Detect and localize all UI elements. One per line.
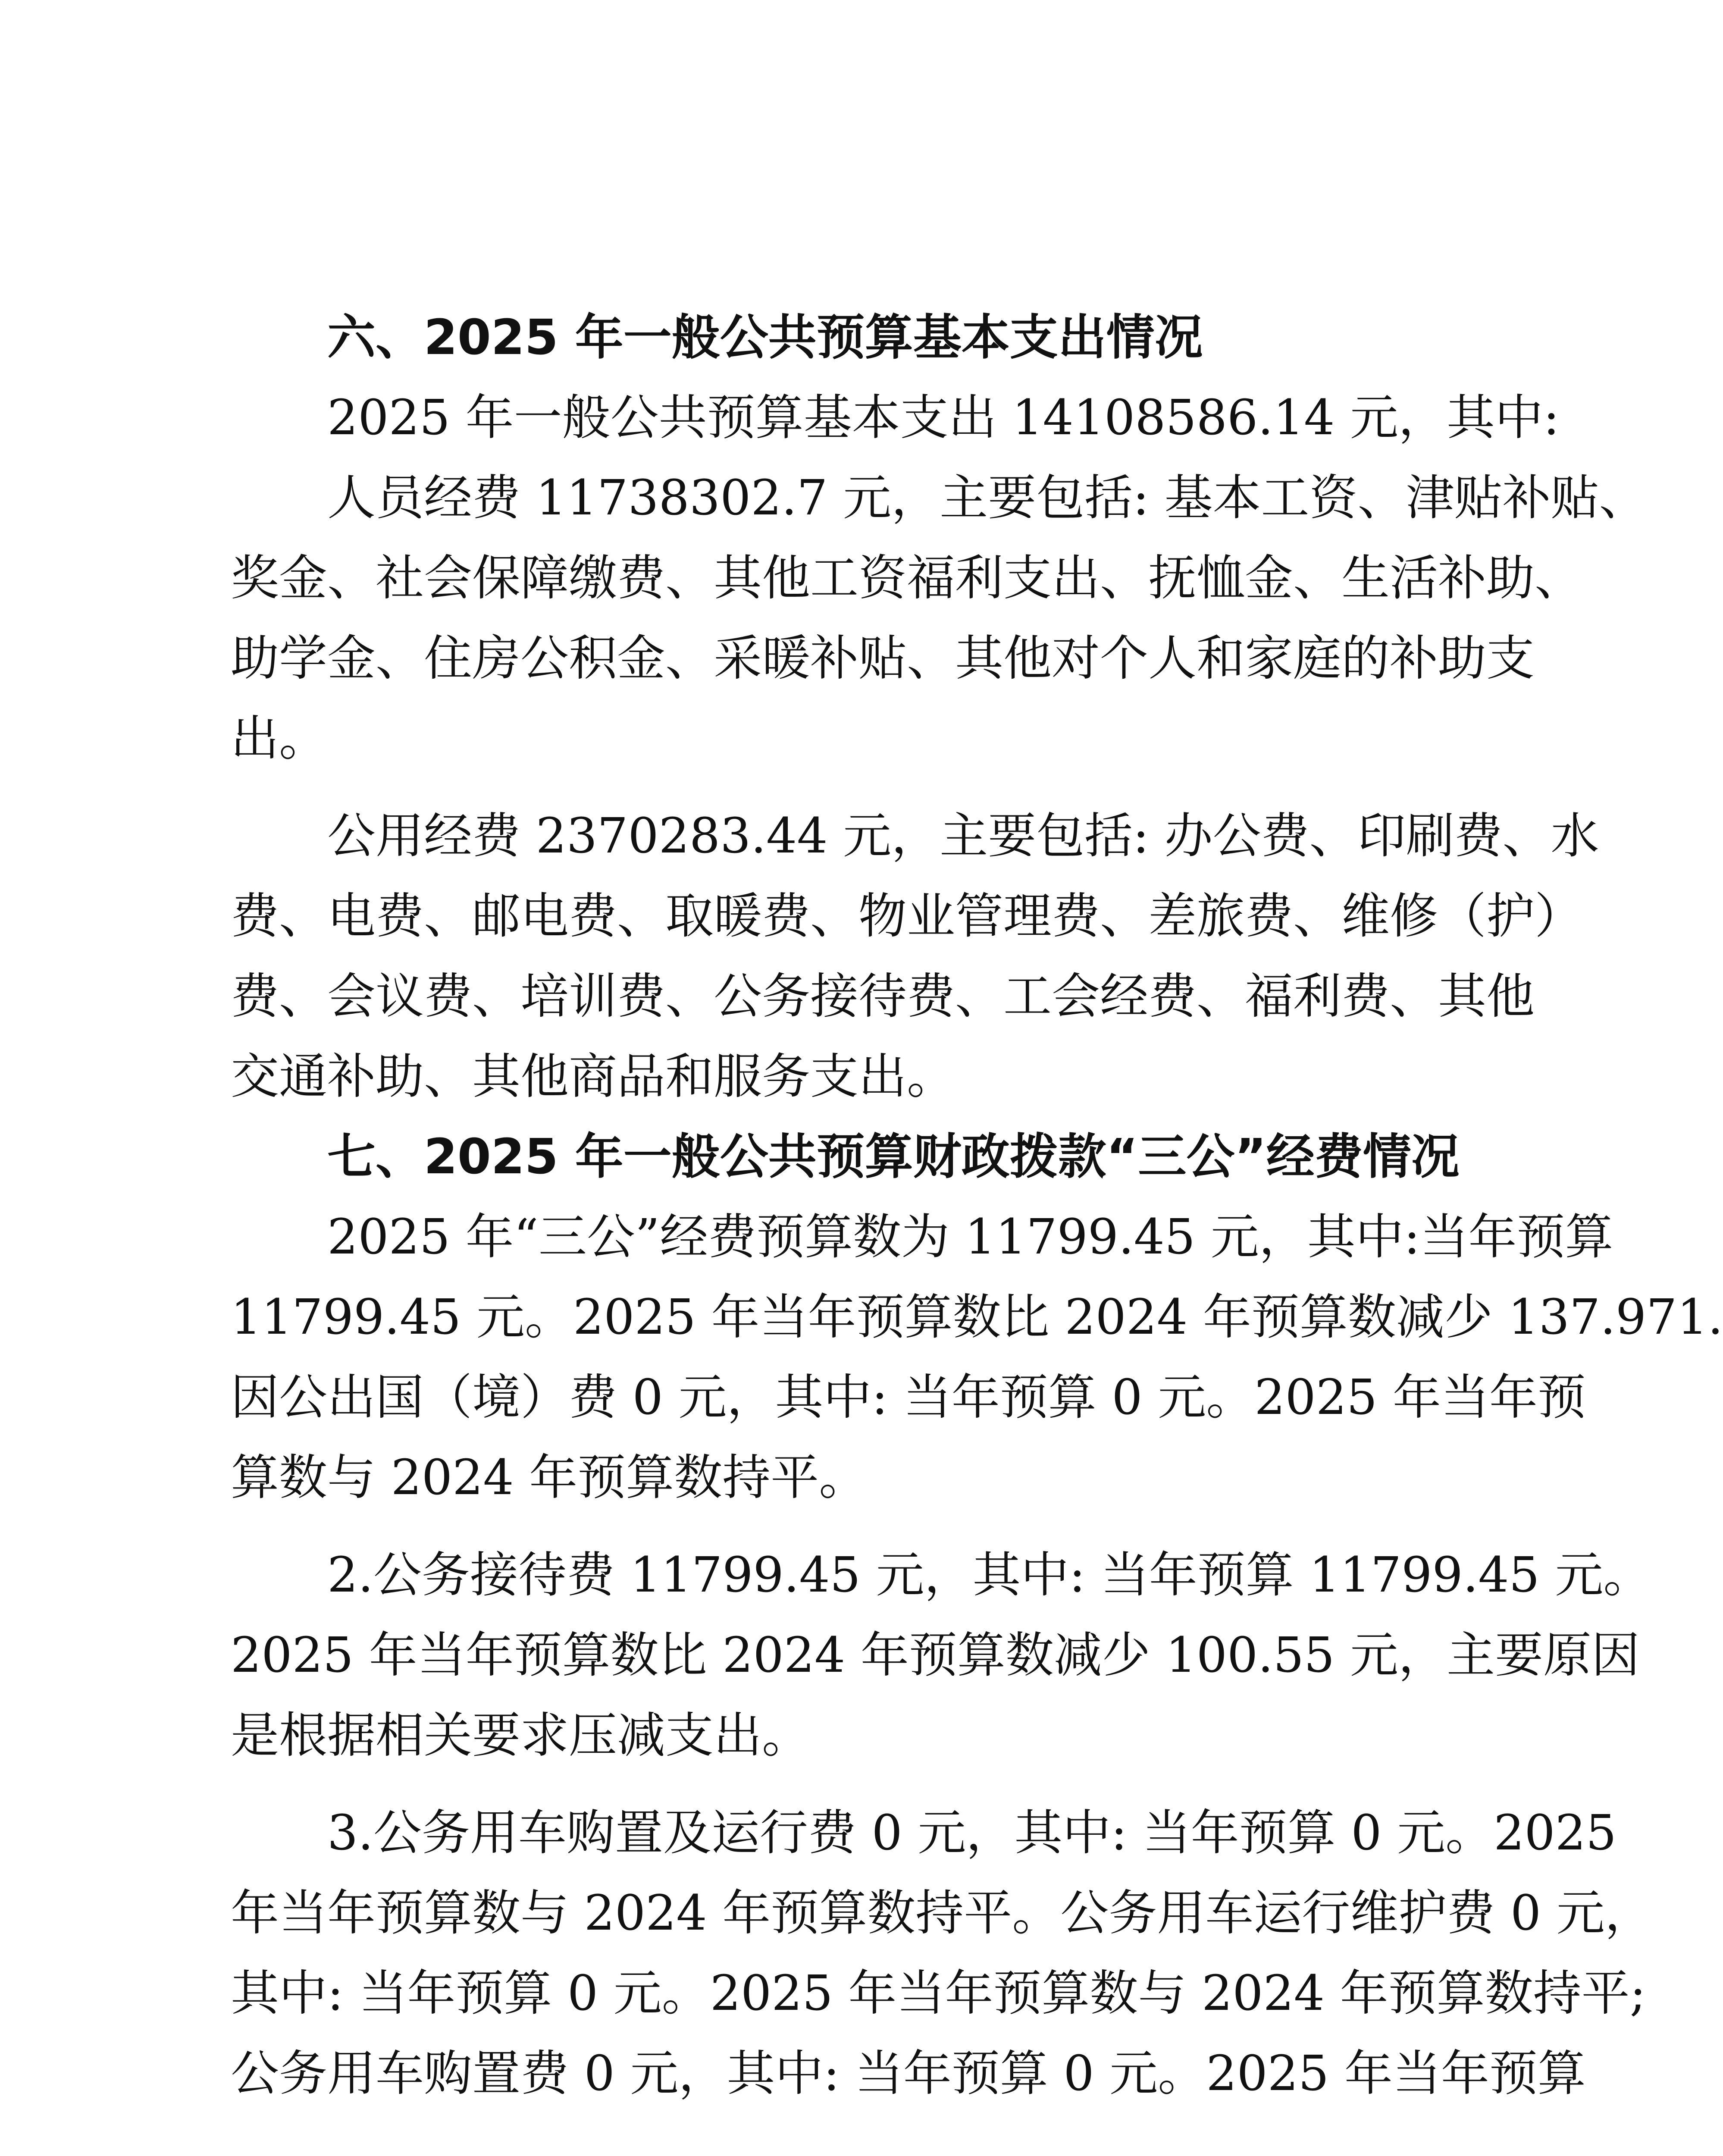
public-paragraph-line-4: 交通补助、其他商品和服务支出。 <box>231 1049 955 1105</box>
paragraph-gap <box>231 1518 1481 1535</box>
section-7-heading: 七、2025 年一般公共预算财政拨款“三公”经费情况 <box>327 1129 1460 1185</box>
public-paragraph-line-3: 费、会议费、培训费、公务接待费、工会经费、福利费、其他 <box>231 968 1535 1025</box>
intro-paragraph-line-1: 2025 年“三公”经费预算数为 11799.45 元，其中:当年预算 <box>327 1209 1613 1265</box>
reception-paragraph-line-1: 2.公务接待费 11799.45 元，其中: 当年预算 11799.45 元。 <box>327 1547 1652 1603</box>
personnel-paragraph-line-4: 出。 <box>231 711 327 767</box>
personnel-paragraph-line-2: 奖金、社会保障缴费、其他工资福利支出、抚恤金、生活补助、 <box>231 550 1583 606</box>
document-page <box>231 298 1723 2114</box>
public-paragraph-line-1: 公用经费 2370283.44 元，主要包括: 办公费、印刷费、水 <box>327 808 1599 864</box>
section-6-heading: 六、2025 年一般公共预算基本支出情况 <box>327 310 1203 366</box>
vehicles-paragraph-line-1: 3.公务用车购置及运行费 0 元，其中: 当年预算 0 元。2025 <box>327 1805 1617 1861</box>
reception-paragraph-line-3: 是根据相关要求压减支出。 <box>231 1708 810 1764</box>
paragraph-gap <box>231 779 1481 796</box>
vehicles-paragraph-line-2: 年当年预算数与 2024 年预算数持平。公务用车运行维护费 0 元， <box>231 1885 1653 1941</box>
vehicles-paragraph-line-3: 其中: 当年预算 0 元。2025 年当年预算数与 2024 年预算数持平; <box>231 1965 1646 2021</box>
section-6-summary: 2025 年一般公共预算基本支出 14108586.14 元，其中: <box>327 390 1560 446</box>
personnel-paragraph-line-3: 助学金、住房公积金、采暖补贴、其他对个人和家庭的补助支 <box>231 630 1535 686</box>
paragraph-gap <box>231 1776 1481 1793</box>
personnel-paragraph-line-1: 人员经费 11738302.7 元，主要包括: 基本工资、津贴补贴、 <box>327 470 1648 526</box>
intro-paragraph-line-4: 算数与 2024 年预算数持平。 <box>231 1450 868 1506</box>
intro-paragraph-line-3: 因公出国（境）费 0 元，其中: 当年预算 0 元。2025 年当年预 <box>231 1369 1586 1426</box>
vehicles-paragraph-line-4: 公务用车购置费 0 元，其中: 当年预算 0 元。2025 年当年预算 <box>231 2046 1586 2102</box>
reception-paragraph-line-2: 2025 年当年预算数比 2024 年预算数减少 100.55 元，主要原因 <box>231 1627 1640 1683</box>
public-paragraph-line-2: 费、电费、邮电费、取暖费、物业管理费、差旅费、维修（护） <box>231 888 1583 944</box>
intro-paragraph-line-2: 11799.45 元。2025 年当年预算数比 2024 年预算数减少 137.971. <box>231 1289 1723 1345</box>
